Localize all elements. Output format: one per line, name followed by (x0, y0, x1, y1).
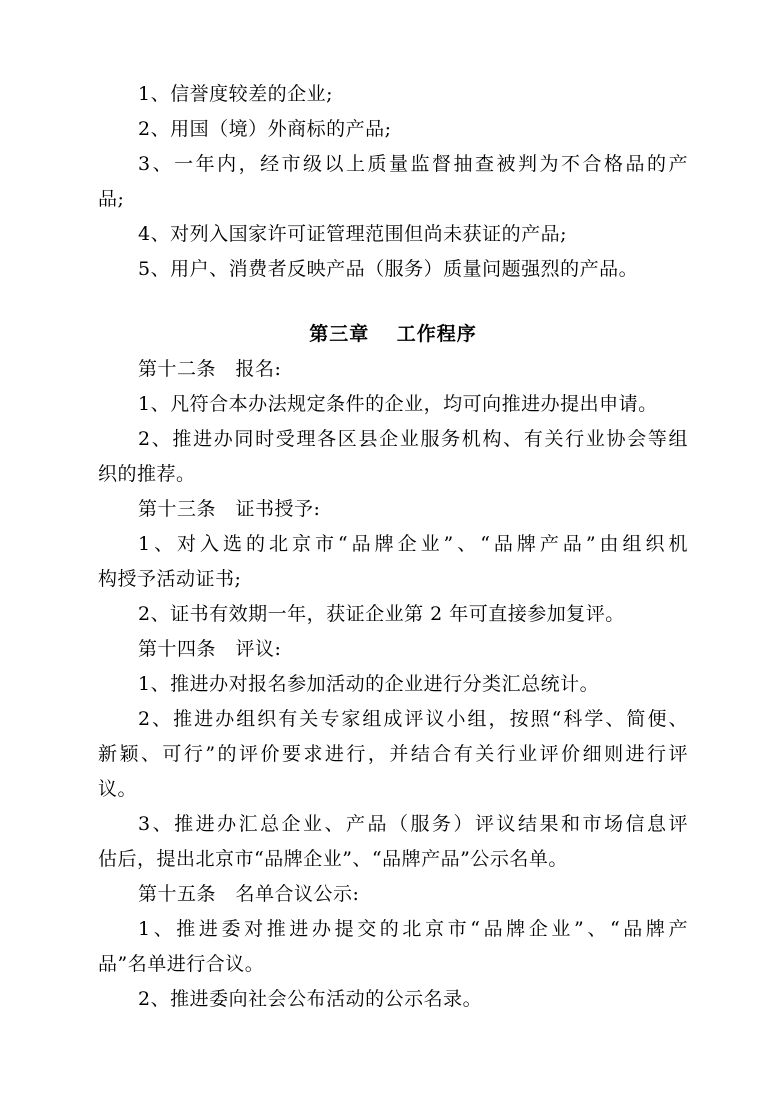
list-item: 5、用户、消费者反映产品（服务）质量问题强烈的产品。 (138, 258, 639, 280)
list-item-continuation: 构授予活动证书; (98, 568, 242, 590)
list-item: 2、证书有效期一年，获证企业第 2 年可直接参加复评。 (138, 603, 625, 625)
list-item: 1、对入选的北京市“品牌企业”、“品牌产品”由组织机 (138, 533, 688, 555)
list-item-continuation: 织的推荐。 (98, 463, 196, 485)
list-item: 1、凡符合本办法规定条件的企业，均可向推进办提出申请。 (138, 393, 658, 415)
list-item-continuation: 估后，提出北京市“品牌企业”、“品牌产品”公示名单。 (98, 848, 568, 870)
list-item: 1、推进办对报名参加活动的企业进行分类汇总统计。 (138, 673, 600, 695)
list-item-continuation: 品”名单进行合议。 (98, 953, 265, 975)
document-page (98, 77, 688, 1017)
list-item: 2、用国（境）外商标的产品; (138, 118, 392, 140)
list-item: 1、推进委对推进办提交的北京市“品牌企业”、“品牌产 (138, 918, 688, 940)
section-gap (98, 287, 688, 317)
list-item: 2、推进办组织有关专家组成评议小组，按照“科学、简便、 (138, 708, 688, 730)
list-item: 3、一年内，经市级以上质量监督抽查被判为不合格品的产 (138, 153, 688, 175)
list-item: 2、推进委向社会公布活动的公示名录。 (138, 988, 483, 1010)
list-item-continuation: 新颖、可行”的评价要求进行，并结合有关行业评价细则进行评 (98, 743, 688, 765)
list-item: 2、推进办同时受理各区县企业服务机构、有关行业协会等组 (138, 428, 688, 450)
article-heading: 第十四条 评议: (138, 638, 282, 660)
article-heading: 第十三条 证书授予: (138, 498, 321, 520)
list-item: 3、推进办汇总企业、产品（服务）评议结果和市场信息评 (138, 813, 688, 835)
list-item-continuation: 议。 (98, 778, 138, 800)
chapter-title: 第三章 工作程序 (309, 323, 477, 345)
article-heading: 第十五条 名单合议公示: (138, 883, 360, 905)
list-item: 4、对列入国家许可证管理范围但尚未获证的产品; (138, 223, 567, 245)
list-item-continuation: 品; (98, 188, 125, 210)
list-item: 1、信誉度较差的企业; (138, 83, 333, 105)
article-heading: 第十二条 报名: (138, 358, 282, 380)
